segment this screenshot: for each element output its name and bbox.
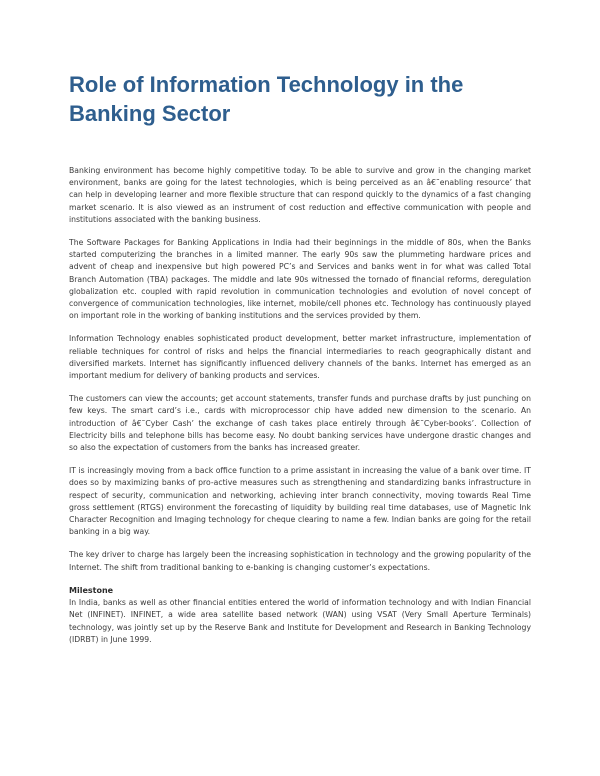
milestone-heading: Milestone [69,585,114,595]
page-title: Role of Information Technology in the Banking Sector [69,72,464,126]
paragraph-information-technology: Information Technology enables sophisticated product development, better market infrastructure, implementation of reliable techniques for control of risks and helps the financial intermediaries to reach geographically distant and diversified markets. Internet has significantly influenced delivery channels of the banks. Internet has emerged as an important medium for delivery of banking products and services. [69,334,531,381]
paragraph-banking-environment: Banking environment has become highly competitive today. To be able to survive and grow in the changing market environment, banks are going for the latest technologies, which is being perceived as an â€˜enabling resource’ that can help in developing learner and more flexible structure that can respond quickly to the dynamics of a fast changing market scenario. It is also viewed as an instrument of cost reduction and effective communication with people and institutions associated with the banking business. [69,166,531,224]
document-body [69,165,531,657]
paragraph-key-driver: The key driver to charge has largely been the increasing sophistication in technology and the growing popularity of the Internet. The shift from traditional banking to e-banking is changing customer’s expectations. [69,550,531,572]
paragraph-it-prime-assistant: IT is increasingly moving from a back office function to a prime assistant in increasing the value of a bank over time. IT does so by maximizing banks of pro-active measures such as strengthening and standardizing banks infrastructure in respect of security, communication and networking, achieving inter branch connectivity, moving towards Real Time gross settlement (RTGS) environment the forecasting of liquidity by building real time databases, use of Magnetic Ink Character Recognition and Imaging technology for cheque clearing to name a few. Indian banks are going for the retail banking in a big way. [69,466,531,537]
milestone-paragraph: In India, banks as well as other financial entities entered the world of information technology and with Indian Financial Net (INFINET). INFINET, a wide area satellite based network (WAN) using VSAT (Very Small Aperture Terminals) technology, was jointly set up by the Reserve Bank and Institute for Development and Research in Banking Technology (IDRBT) in June 1999. [69,598,531,644]
paragraph-software-packages: The Software Packages for Banking Applications in India had their beginnings in the middle of 80s, when the Banks started computerizing the branches in a limited manner. The early 90s saw the plummeting hardware prices and advent of cheap and inexpensive but high powered PC’s and Services and banks went in for what was called Total Branch Automation (TBA) packages. The middle and late 90s witnessed the tornado of financial reforms, deregulation globalization etc. coupled with rapid revolution in communication technologies and evolution of novel concept of convergence of communication technologies, like internet, mobile/cell phones etc. Technology has continuously played on important role in the working of banking institutions and the services provided by them. [69,238,531,321]
paragraph-customers: The customers can view the accounts; get account statements, transfer funds and purchase drafts by just punching on few keys. The smart card’s i.e., cards with microprocessor chip have added new dimension to the scenario. An introduction of â€˜Cyber Cash’ the exchange of cash takes place entirely through â€˜Cyber-books’. Collection of Electricity bills and telephone bills has become easy. No doubt banking services have undergone drastic changes and so also the expectation of customers from the banks has increased greater. [69,394,531,453]
